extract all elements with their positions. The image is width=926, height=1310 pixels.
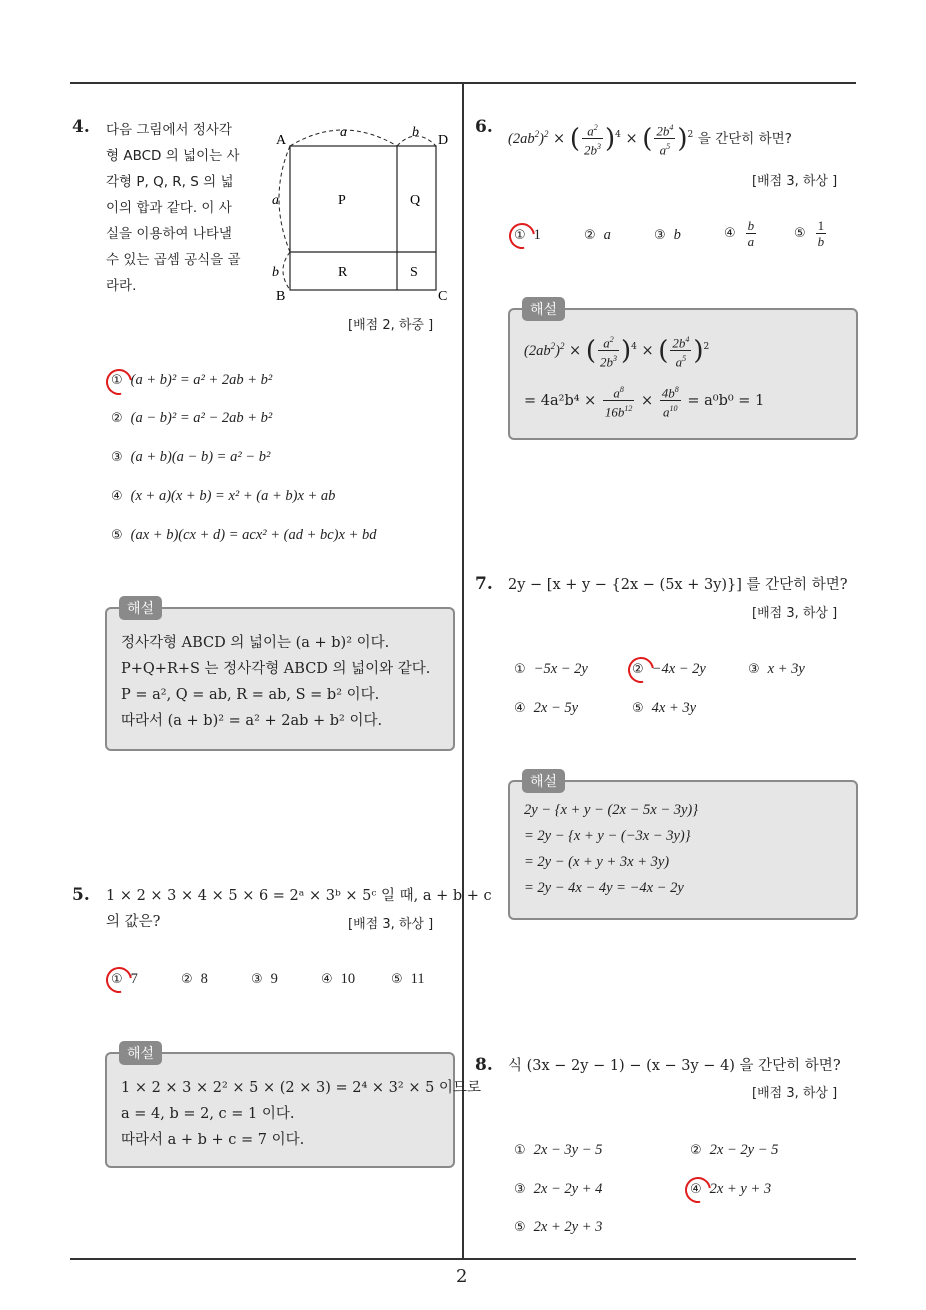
- q5-choice-4[interactable]: ④ 10: [321, 971, 356, 987]
- q7-text: 2y − [x + y − {2x − (5x + 3y)}] 를 간단히 하면?: [508, 577, 848, 593]
- region-q-label: Q: [410, 193, 421, 208]
- q6-choice-2[interactable]: ② a: [584, 227, 611, 243]
- square-diagram: [268, 120, 458, 305]
- solution-line: 2y − {x + y − (2x − 5x − 3y)}: [524, 802, 699, 818]
- q4-line: 형 ABCD 의 넓이는 사: [106, 148, 240, 164]
- q4-number: 4.: [72, 117, 90, 137]
- q7-solution-box: [508, 774, 858, 920]
- solution-line: 정사각형 ABCD 의 넓이는 (a + b)² 이다.: [121, 635, 390, 651]
- q7-choice-1[interactable]: ① −5x − 2y: [514, 661, 588, 677]
- q4-text: [106, 117, 241, 299]
- q5-choice-1[interactable]: ① 7: [111, 971, 138, 987]
- bottom-rule: [70, 1258, 856, 1260]
- q5-choice-2[interactable]: ② 8: [181, 971, 208, 987]
- q4-choice-1[interactable]: ① (a + b)² = a² + 2ab + b²: [111, 372, 273, 388]
- q8-choice-1[interactable]: ① 2x − 3y − 5: [514, 1142, 603, 1158]
- q4-choice-5[interactable]: ⑤ (ax + b)(cx + d) = acx² + (ad + bc)x + bd: [111, 527, 377, 543]
- q6-choice-1[interactable]: ① 1: [514, 227, 541, 243]
- q7-choice-4[interactable]: ④ 2x − 5y: [514, 700, 579, 716]
- q6-choice-3[interactable]: ③ b: [654, 227, 681, 243]
- q4-line: 실을 이용하여 나타낼: [106, 226, 232, 242]
- region-p-label: P: [338, 193, 346, 208]
- solution-tag: 해설: [119, 596, 162, 620]
- solution-tag: 해설: [119, 1041, 162, 1065]
- solution-line: P+Q+R+S 는 정사각형 ABCD 의 넓이와 같다.: [121, 661, 431, 677]
- q4-mark: [배점 2, 하중 ]: [348, 318, 434, 333]
- solution-line: P = a², Q = ab, R = ab, S = b² 이다.: [121, 687, 380, 703]
- q6-choice-5[interactable]: ⑤ $\frac{1}{b}$: [794, 218, 825, 249]
- q6-solution-box: [508, 302, 858, 440]
- solution-line-1: $(2ab^2)^2$ × ( $\frac{a^2}{2b^3}$ )$^4$ × ( $\frac{2b^4}{a^5}$ )$^2$: [524, 332, 709, 370]
- q5-mark: [배점 3, 하상 ]: [348, 917, 434, 932]
- region-s-label: S: [410, 265, 418, 280]
- solution-line: = 2y − (x + y + 3x + 3y): [524, 854, 670, 870]
- region-r-label: R: [338, 265, 348, 280]
- q5-choice-3[interactable]: ③ 9: [251, 971, 278, 987]
- solution-line: = 2y − 4x − 4y = −4x − 2y: [524, 880, 684, 896]
- q4-choice-4[interactable]: ④ (x + a)(x + b) = x² + (a + b)x + ab: [111, 488, 336, 504]
- q5-number: 5.: [72, 885, 90, 905]
- q8-choice-3[interactable]: ③ 2x − 2y + 4: [514, 1181, 603, 1197]
- q7-choice-5[interactable]: ⑤ 4x + 3y: [632, 700, 697, 716]
- q4-line: 이의 합과 같다. 이 사: [106, 200, 232, 216]
- q5-line1: 1 × 2 × 3 × 4 × 5 × 6 = 2ᵃ × 3ᵇ × 5ᶜ 일 때, a + b + c: [106, 888, 492, 904]
- vertex-a-label: A: [276, 133, 287, 148]
- q7-number: 7.: [475, 574, 493, 594]
- q8-mark: [배점 3, 하상 ]: [752, 1086, 838, 1101]
- q5-solution-box: [105, 1046, 481, 1168]
- q8-text: 식 (3x − 2y − 1) − (x − 3y − 4) 을 간단히 하면?: [508, 1058, 841, 1074]
- q8-choice-4[interactable]: ④ 2x + y + 3: [690, 1181, 772, 1197]
- q7-mark: [배점 3, 하상 ]: [752, 606, 838, 621]
- q4-line: 각형 P, Q, R, S 의 넓: [106, 174, 234, 190]
- vertex-d-label: D: [438, 133, 449, 148]
- solution-line: 1 × 2 × 3 × 2² × 5 × (2 × 3) = 2⁴ × 3² × 5 이므로: [121, 1080, 481, 1096]
- solution-line-2: = 4a²b⁴ × $\frac{a^8}{16b^{12}}$ × $\frac{4b^8}{a^{10}}$ = a⁰b⁰ = 1: [524, 382, 764, 420]
- q6-tail: 을 간단히 하면?: [697, 130, 792, 147]
- q4-choice-3[interactable]: ③ (a + b)(a − b) = a² − b²: [111, 449, 271, 465]
- q4-solution-box: [105, 601, 455, 751]
- q4-line: 다음 그림에서 정사각: [106, 122, 232, 138]
- q8-choice-5[interactable]: ⑤ 2x + 2y + 3: [514, 1219, 603, 1235]
- q6-number: 6.: [475, 117, 493, 137]
- vertex-b-label: B: [276, 289, 286, 304]
- side-a-label: a: [272, 193, 279, 208]
- side-b-label: b: [272, 265, 279, 280]
- q7-choice-2[interactable]: ② −4x − 2y: [632, 661, 706, 677]
- solution-line: 따라서 (a + b)² = a² + 2ab + b² 이다.: [121, 713, 383, 729]
- vertex-c-label: C: [438, 289, 448, 304]
- solution-tag: 해설: [522, 769, 565, 793]
- q5-line2: 의 값은?: [106, 914, 161, 930]
- q8-choice-2[interactable]: ② 2x − 2y − 5: [690, 1142, 779, 1158]
- q8-number: 8.: [475, 1055, 493, 1075]
- solution-tag: 해설: [522, 297, 565, 321]
- q4-line: 수 있는 곱셈 공식을 골: [106, 252, 241, 268]
- q4-choice-2[interactable]: ② (a − b)² = a² − 2ab + b²: [111, 410, 273, 426]
- q6-choice-4[interactable]: ④ $\frac{b}{a}$: [724, 218, 755, 249]
- q5-choice-5[interactable]: ⑤ 11: [391, 971, 425, 987]
- q4-line: 라라.: [106, 278, 137, 294]
- q6-expression: $(2ab^2)^2$ × ( $\frac{a^2}{2b^3}$ )$^4$ × ( $\frac{2b^4}{a^5}$ )$^2$ 을 간단히 하면?: [508, 120, 792, 158]
- solution-line: = 2y − {x + y − (−3x − 3y)}: [524, 828, 691, 844]
- solution-line: 따라서 a + b + c = 7 이다.: [121, 1132, 305, 1148]
- q7-choice-3[interactable]: ③ x + 3y: [748, 661, 805, 677]
- page-number: 2: [456, 1266, 468, 1287]
- top-a-label: a: [340, 125, 347, 140]
- solution-line: a = 4, b = 2, c = 1 이다.: [121, 1106, 295, 1122]
- top-b-label: b: [412, 125, 419, 140]
- q6-mark: [배점 3, 하상 ]: [752, 174, 838, 189]
